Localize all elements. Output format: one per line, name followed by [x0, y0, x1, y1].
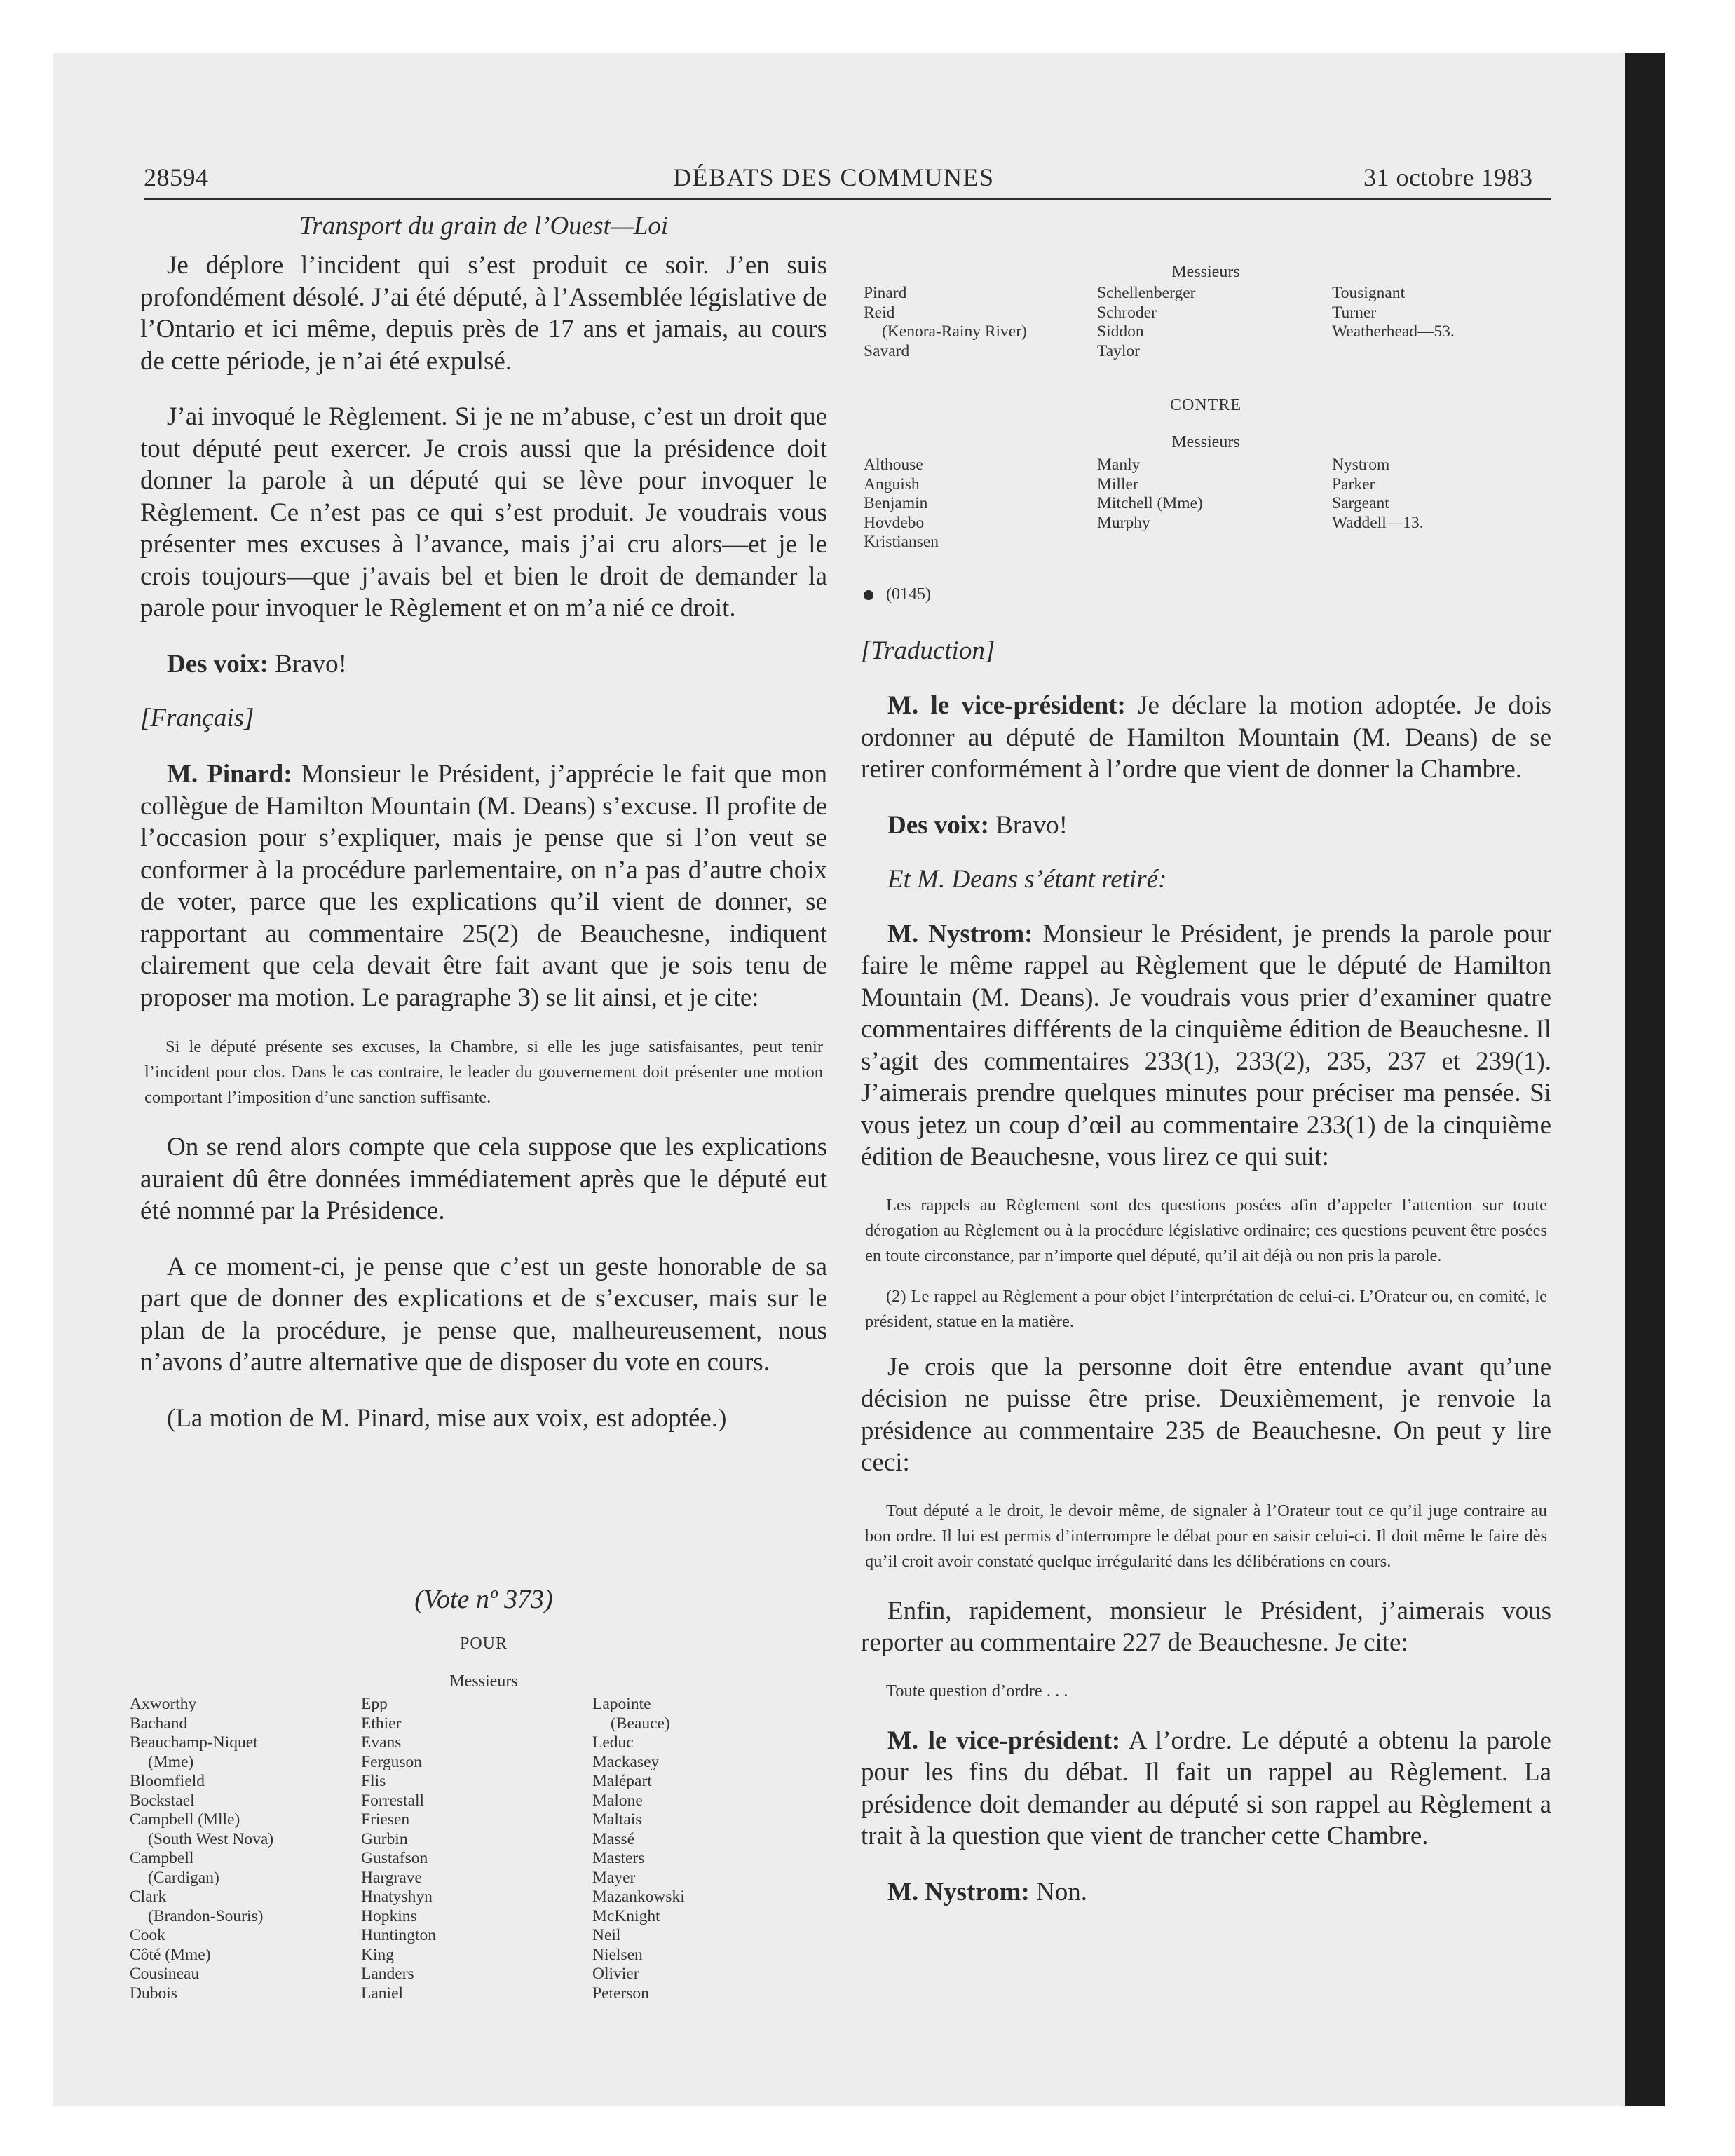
- member-name: Leduc: [592, 1733, 634, 1752]
- speaker-label: M. le vice-président:: [887, 691, 1126, 720]
- header-rule: [144, 198, 1551, 200]
- pour-list-col-1: [130, 1695, 273, 2003]
- member-name: Bloomfield: [130, 1772, 205, 1790]
- member-name: Mackasey: [592, 1752, 660, 1771]
- member-name: Miller: [1097, 475, 1138, 493]
- member-name: Peterson: [592, 1984, 649, 2003]
- right-paragraph-6: [861, 1725, 1551, 1853]
- member-name: Evans: [361, 1733, 402, 1752]
- member-name: Lapointe: [592, 1695, 651, 1713]
- member-name: Olivier: [592, 1965, 639, 1983]
- vote-title: (Vote nº 373): [414, 1585, 553, 1614]
- left-paragraph-3: [140, 648, 827, 681]
- speaker-label: Des voix:: [887, 810, 989, 840]
- member-name: Masters: [592, 1849, 645, 1867]
- member-name: Kristiansen: [864, 533, 939, 551]
- member-name: Campbell: [130, 1849, 194, 1867]
- member-name: Tousignant: [1332, 284, 1406, 302]
- right-column: [861, 635, 1551, 1908]
- member-name: Pinard: [864, 284, 907, 302]
- member-name: Mayer: [592, 1868, 636, 1887]
- left-paragraph-4: [140, 758, 827, 1014]
- speaker-label: M. Nystrom:: [887, 1877, 1030, 1906]
- right-quote-1: Les rappels au Règlement sont des questions posées afin d’appeler l’attention sur toute dérogation au Règlement ou à la procédure législative ordinaire; ces questions peuvent être posées en toute circonstance, par n’importe quel député, qu’il ait déjà ou non pris la parole.: [865, 1195, 1547, 1265]
- left-column: [140, 210, 827, 1434]
- speech-text: Monsieur le Président, je prends la parole pour faire le même rappel au Règlement que le député de Hamilton Mountain (M. Deans). Je voudrais vous prier d’examiner quatre commentaires différents de la cinquième édition de Beauchesne. Il s’agit des commentaires 233(1), 233(2), 235, 237 et 239(1). J’aimerais prendre quelques minutes pour préciser ma pensée. Si vous jetez un coup d’œil au commentaire 233(1) de la cinquième édition de Beauchesne, vous lirez ce qui suit:: [861, 919, 1551, 1171]
- speech-text: Non.: [1029, 1877, 1087, 1906]
- speech-text: A l’ordre. Le député a obtenu la parole pour les fins du débat. Il fait un rappel au Règlement. La présidence doit demander au député si son rappel au Règlement a trait à la question que vient de trancher cette Chambre.: [861, 1726, 1551, 1850]
- page-title: DÉBATS DES COMMUNES: [673, 163, 995, 191]
- member-name: Siddon: [1097, 322, 1144, 341]
- member-name: Gurbin: [361, 1829, 408, 1848]
- member-name: Cousineau: [130, 1965, 200, 1983]
- member-name: Ferguson: [361, 1752, 423, 1771]
- member-name: Laniel: [361, 1984, 404, 2003]
- member-name: Weatherhead—53.: [1332, 322, 1455, 341]
- member-name: Mazankowski: [592, 1888, 685, 1906]
- member-name: Dubois: [130, 1984, 177, 2003]
- member-name: Hovdebo: [864, 513, 925, 532]
- right-paragraph-4: Je crois que la personne doit être entendue avant qu’une décision ne puisse être prise. Deuxièmement, je renvoie la présidence au commentaire 235 de Beauchesne. On peut y lire ceci:: [861, 1352, 1551, 1477]
- left-paragraph-7: (La motion de M. Pinard, mise aux voix, est adoptée.): [167, 1403, 727, 1433]
- right-quote-2: (2) Le rappel au Règlement a pour objet l’interprétation de celui-ci. L’Orateur ou, en comité, le président, statue en la matière.: [865, 1286, 1547, 1331]
- member-name: Anguish: [864, 475, 920, 493]
- member-name: Huntington: [361, 1926, 437, 1944]
- pour-cont-col-3: [1332, 284, 1455, 342]
- pour-list-col-2: [361, 1695, 436, 2003]
- right-paragraph-5: Enfin, rapidement, monsieur le Président, j’aimerais vous reporter au commentaire 227 de Beauchesne. Je cite:: [861, 1596, 1551, 1657]
- speaker-label: Des voix:: [167, 649, 268, 678]
- member-name: Murphy: [1097, 513, 1150, 532]
- pour-cont-col-1: [864, 284, 1027, 361]
- member-name: Malépart: [592, 1772, 652, 1790]
- member-name: (Beauce): [611, 1714, 670, 1733]
- time-marker-text: (0145): [886, 585, 931, 603]
- member-name: Hargrave: [361, 1868, 422, 1887]
- member-name: Friesen: [361, 1810, 410, 1829]
- messieurs-label: Messieurs: [449, 1672, 518, 1691]
- speech-text: Bravo!: [988, 810, 1068, 840]
- member-name: Schroder: [1097, 303, 1157, 322]
- member-name: (Kenora-Rainy River): [882, 322, 1027, 341]
- member-name: Forrestall: [361, 1791, 425, 1810]
- member-name: Sargeant: [1332, 494, 1389, 512]
- member-name: (Brandon-Souris): [148, 1906, 264, 1925]
- contre-col-1: [864, 456, 939, 552]
- member-name: Parker: [1332, 475, 1375, 493]
- member-name: Nystrom: [1332, 456, 1390, 474]
- member-name: Axworthy: [130, 1695, 197, 1713]
- contre-col-3: [1332, 456, 1424, 533]
- page-date: 31 octobre 1983: [1363, 163, 1533, 191]
- speaker-label: M. Pinard:: [167, 760, 292, 789]
- language-tag: [Traduction]: [861, 636, 995, 665]
- member-name: Clark: [130, 1888, 167, 1906]
- right-paragraph-1: [861, 690, 1551, 786]
- left-paragraph-1: Je déplore l’incident qui s’est produit ce soir. J’en suis profondément désolé. J’ai été député, à l’Assemblée législative de l’Ontario et ici même, depuis près de 17 ans et jamais, au cours de cette période, je n’ai été expulsé.: [140, 251, 827, 376]
- language-tag: [Français]: [140, 704, 254, 732]
- member-name: Epp: [361, 1695, 388, 1713]
- member-name: (South West Nova): [148, 1829, 274, 1848]
- pour-list-col-3: [592, 1695, 685, 2003]
- member-name: Nielsen: [592, 1945, 643, 1964]
- member-name: Savard: [864, 341, 910, 360]
- member-name: Taylor: [1097, 341, 1140, 360]
- member-name: Gustafson: [361, 1849, 428, 1867]
- member-name: Ethier: [361, 1714, 402, 1733]
- speaker-label: M. Nystrom:: [887, 919, 1033, 948]
- pour-cont-col-2: [1097, 284, 1196, 361]
- bullet-icon: [864, 590, 873, 600]
- right-paragraph-3: [861, 918, 1551, 1173]
- contre-col-2: [1097, 456, 1203, 533]
- member-name: Althouse: [864, 456, 923, 474]
- left-quote-1: Si le député présente ses excuses, la Chambre, si elle les juge satisfaisantes, peut tenir l’incident pour clos. Dans le cas contraire, le leader du gouvernement doit présenter une motion comportant l’imposition d’une sanction suffisante.: [144, 1037, 823, 1107]
- speech-text: Monsieur le Président, j’apprécie le fait que mon collègue de Hamilton Mountain (M. Deans) s’excuse. Il profite de l’occasion pour s’expliquer, mais je pense que si l’on veut se conformer à la procédure parlementaire, on n’a pas d’autre choix de voter, parce que les explications qu’il vient de donner, se rapportant au commentaire 25(2) de Beauchesne, indiquent clairement que cela devait être fait avant que je sois tenu de proposer ma motion. Le paragraphe 3) se lit ainsi, et je cite:: [140, 760, 827, 1012]
- member-name: Hopkins: [361, 1906, 417, 1925]
- member-name: Turner: [1332, 303, 1377, 322]
- member-name: Hnatyshyn: [361, 1888, 433, 1906]
- member-name: Benjamin: [864, 494, 928, 512]
- stage-direction: Et M. Deans s’étant retiré:: [887, 865, 1167, 894]
- messieurs-label: Messieurs: [1171, 263, 1240, 281]
- messieurs-label: Messieurs: [1171, 433, 1240, 451]
- member-name: McKnight: [592, 1906, 660, 1925]
- member-name: Côté (Mme): [130, 1945, 211, 1964]
- member-name: Bockstael: [130, 1791, 195, 1810]
- member-name: Maltais: [592, 1810, 642, 1829]
- member-name: Bachand: [130, 1714, 188, 1733]
- member-name: Mitchell (Mme): [1097, 494, 1203, 512]
- member-name: Neil: [592, 1926, 621, 1944]
- member-name: Beauchamp-Niquet: [130, 1733, 258, 1752]
- left-paragraph-5: On se rend alors compte que cela suppose que les explications auraient dû être données immédiatement après que le député eut été nommé par la Présidence.: [140, 1133, 827, 1225]
- member-name: Malone: [592, 1791, 643, 1810]
- speech-text: Je déclare la motion adoptée. Je dois ordonner au député de Hamilton Mountain (M. Deans) de se retirer conformément à l’ordre que vient de donner la Chambre.: [861, 691, 1551, 784]
- left-paragraph-2: J’ai invoqué le Règlement. Si je ne m’abuse, c’est un droit que tout député peut exercer. Je crois aussi que la présidence doit donner la parole à un député qui se lève pour invoquer le Règlement. Ce n’est pas ce qui s’est produit. Je voudrais vous présenter mes excuses à l’avance, mais j’ai cru alors—et je le crois toujours—que j’avais bel et bien le droit de demander la parole pour invoquer le Règlement et on m’a nié ce droit.: [140, 402, 827, 622]
- member-name: Cook: [130, 1926, 165, 1944]
- time-marker: [864, 585, 931, 604]
- contre-label: CONTRE: [1170, 396, 1241, 414]
- right-paragraph-2: [861, 810, 1551, 842]
- right-paragraph-7: [861, 1876, 1551, 1909]
- scan-edge-bar: [1625, 53, 1665, 2106]
- member-name: Landers: [361, 1965, 414, 1983]
- member-name: Flis: [361, 1772, 386, 1790]
- member-name: Massé: [592, 1829, 635, 1848]
- member-name: King: [361, 1945, 394, 1964]
- member-name: (Cardigan): [148, 1868, 219, 1887]
- pour-label: POUR: [459, 1635, 508, 1653]
- member-name: Schellenberger: [1097, 284, 1196, 302]
- left-paragraph-6: A ce moment-ci, je pense que c’est un geste honorable de sa part que de donner des explications et de s’excuser, mais sur le plan de la procédure, je pense que, malheureusement, nous n’avons d’autre alternative que de disposer du vote en cours.: [140, 1252, 827, 1377]
- right-quote-3: Tout député a le droit, le devoir même, de signaler à l’Orateur tout ce qu’il juge contraire au bon ordre. Il lui est permis d’interrompre le débat pour en saisir celui-ci. Il doit même le faire dès qu’il croit avoir constaté quelque irrégularité dans les délibérations en cours.: [865, 1501, 1547, 1571]
- member-name: Reid: [864, 303, 895, 322]
- member-name: Manly: [1097, 456, 1141, 474]
- section-heading: Transport du grain de l’Ouest—Loi: [299, 212, 669, 240]
- member-name: Campbell (Mlle): [130, 1810, 240, 1829]
- speech-text: Bravo!: [268, 649, 347, 678]
- page-number: 28594: [144, 163, 209, 191]
- speaker-label: M. le vice-président:: [887, 1726, 1121, 1755]
- member-name: (Mme): [148, 1752, 194, 1771]
- member-name: Waddell—13.: [1332, 513, 1424, 532]
- right-quote-4: Toute question d’ordre . . .: [886, 1681, 1068, 1700]
